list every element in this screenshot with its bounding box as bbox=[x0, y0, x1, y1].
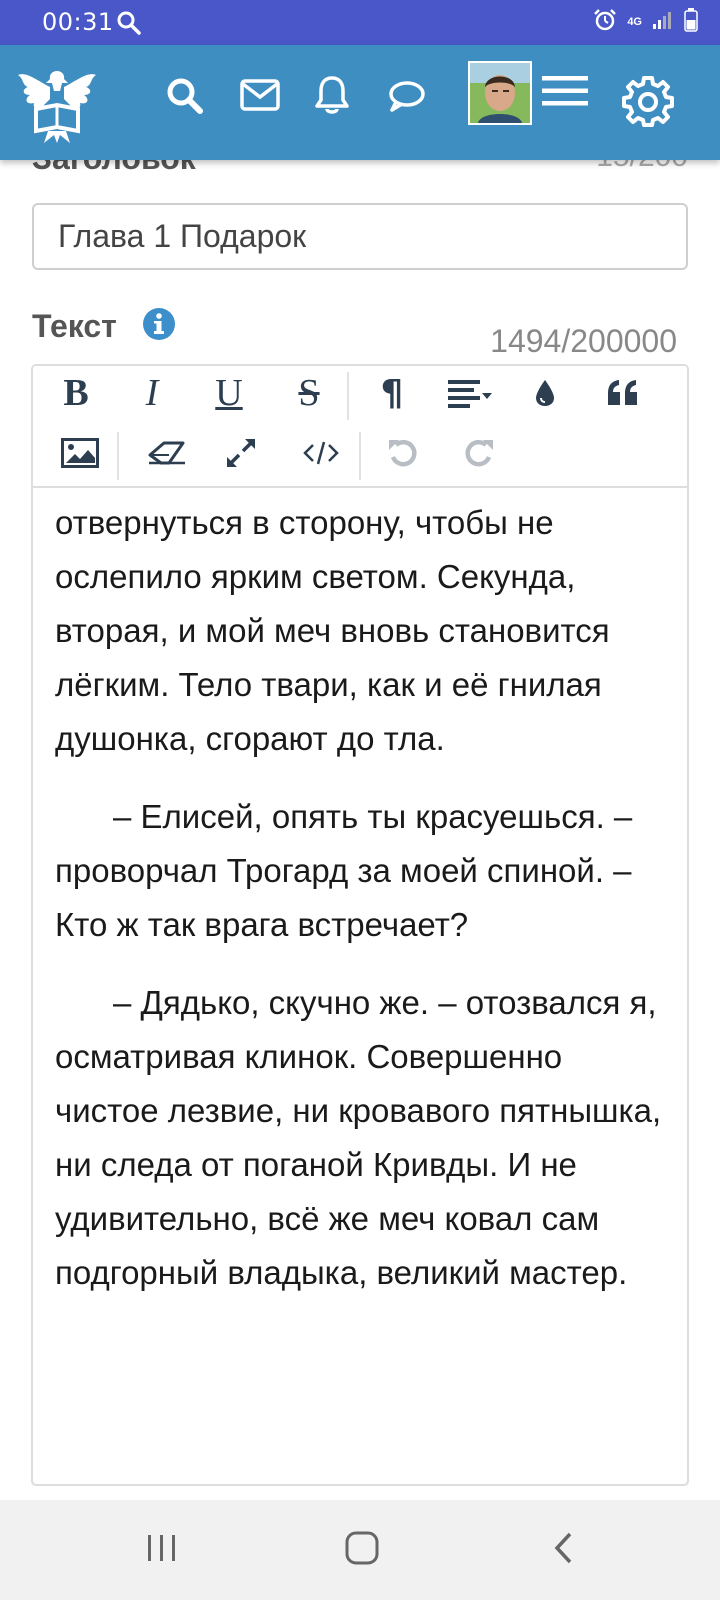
undo-button[interactable] bbox=[373, 426, 433, 480]
bold-button[interactable] bbox=[46, 366, 106, 420]
editor-content[interactable] bbox=[55, 496, 667, 1324]
insert-image-button[interactable] bbox=[50, 426, 110, 480]
status-time: 00:31 bbox=[42, 8, 114, 36]
hamburger-menu-icon[interactable] bbox=[542, 75, 588, 112]
system-navigation-bar bbox=[0, 1500, 720, 1600]
fullscreen-button[interactable] bbox=[211, 426, 271, 480]
bell-icon[interactable] bbox=[314, 75, 350, 120]
expand-icon bbox=[225, 437, 257, 469]
toolbar-separator bbox=[347, 372, 349, 420]
back-button[interactable] bbox=[552, 1530, 576, 1571]
search-icon[interactable] bbox=[166, 77, 204, 120]
strikethrough-icon: S bbox=[298, 372, 320, 414]
battery-icon bbox=[684, 8, 698, 37]
recent-apps-icon bbox=[146, 1530, 178, 1566]
strikethrough-button[interactable] bbox=[279, 366, 339, 420]
paragraph-button[interactable] bbox=[362, 366, 422, 420]
align-left-dropdown-icon bbox=[448, 378, 494, 408]
chat-icon[interactable] bbox=[388, 79, 426, 118]
color-button[interactable] bbox=[515, 366, 575, 420]
source-code-button[interactable] bbox=[291, 426, 351, 480]
underline-icon: U bbox=[215, 372, 243, 414]
redo-icon bbox=[463, 437, 495, 469]
bold-icon: B bbox=[63, 372, 89, 414]
underline-button[interactable] bbox=[199, 366, 259, 420]
network-label: 4G bbox=[627, 16, 642, 28]
text-char-counter: 1494/200000 bbox=[490, 323, 677, 359]
signal-icon bbox=[652, 10, 674, 35]
undo-icon bbox=[387, 437, 419, 469]
alarm-icon bbox=[593, 8, 617, 37]
editor-paragraph: отвернуться в сторону, чтобы не ослепило ярким светом. Секунда, вторая, и мой меч вновь становится лёгким. Тело твари, как и её гнилая душонка, сгорают до тла. bbox=[55, 504, 610, 757]
info-icon[interactable] bbox=[142, 307, 176, 346]
text-field-label: Текст bbox=[32, 308, 117, 344]
code-icon bbox=[303, 439, 339, 467]
italic-button[interactable] bbox=[122, 366, 182, 420]
eraser-icon bbox=[147, 441, 187, 465]
quote-button[interactable] bbox=[593, 366, 653, 420]
gear-icon[interactable] bbox=[622, 75, 674, 132]
editor-paragraph: – Елисей, опять ты красуешься. – проворчал Трогард за моей спиной. – Кто ж так врага встречает? bbox=[55, 798, 633, 943]
app-header bbox=[0, 45, 720, 160]
eagle-logo-icon[interactable] bbox=[14, 65, 100, 145]
toolbar-separator bbox=[117, 432, 119, 480]
editor-paragraph: – Дядько, скучно же. – отозвался я, осматривая клинок. Совершенно чистое лезвие, ни кровавого пятнышка, ни следа от поганой Кривды. И не удивительно, всё же меч ковал сам подгорный владыка, великий мастер. bbox=[55, 984, 662, 1291]
editor-toolbar bbox=[33, 366, 687, 488]
status-bar bbox=[0, 0, 720, 45]
italic-icon: I bbox=[145, 372, 159, 414]
status-indicators bbox=[593, 8, 698, 37]
redo-button[interactable] bbox=[449, 426, 509, 480]
rich-text-editor bbox=[31, 364, 689, 1486]
back-chevron-icon bbox=[552, 1530, 576, 1566]
align-dropdown-button[interactable] bbox=[441, 366, 501, 420]
mail-icon[interactable] bbox=[240, 79, 280, 116]
toolbar-separator bbox=[359, 432, 361, 480]
search-icon bbox=[116, 10, 142, 41]
home-button[interactable] bbox=[344, 1530, 380, 1571]
title-input[interactable]: Глава 1 Подарок bbox=[32, 203, 688, 270]
pilcrow-icon: ¶ bbox=[380, 372, 404, 414]
home-icon bbox=[344, 1530, 380, 1566]
clear-formatting-button[interactable] bbox=[137, 426, 197, 480]
user-avatar[interactable] bbox=[468, 61, 532, 125]
image-icon bbox=[61, 438, 99, 468]
recent-apps-button[interactable] bbox=[146, 1530, 178, 1571]
quote-icon bbox=[606, 379, 640, 407]
droplet-icon bbox=[534, 378, 556, 408]
